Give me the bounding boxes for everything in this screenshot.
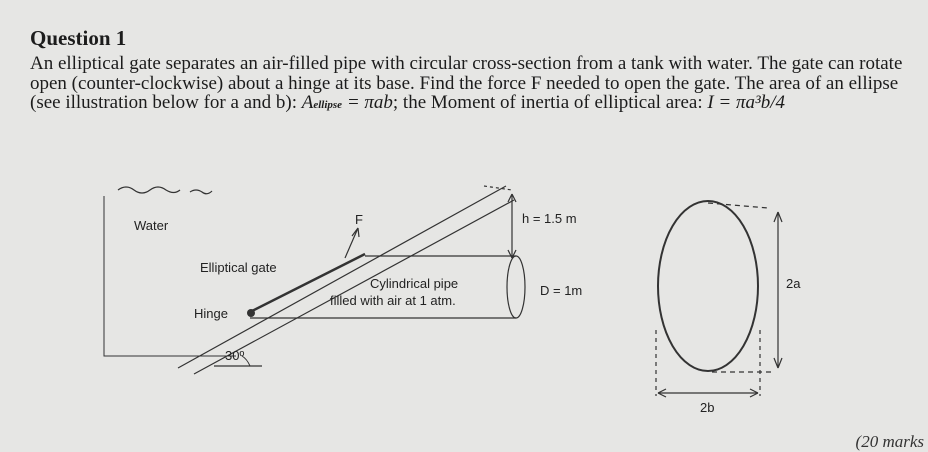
force-arrow xyxy=(345,228,358,258)
pipe-top-dashed xyxy=(484,186,512,190)
angle-label: 30º xyxy=(225,348,245,363)
question-title: Question 1 xyxy=(30,26,127,50)
water-label: Water xyxy=(134,218,169,233)
tank-wall xyxy=(104,196,236,356)
area-symbol: A xyxy=(301,92,314,113)
minor-axis-label: 2b xyxy=(700,400,715,415)
minor-axis-guides xyxy=(656,330,760,396)
pipe-label-line2: filled with air at 1 atm. xyxy=(330,293,456,308)
force-label: F xyxy=(355,212,363,227)
pipe-tube xyxy=(178,186,514,374)
hinge-dot xyxy=(247,309,255,317)
marks-label: (20 marks xyxy=(855,432,924,451)
ellipse-shape xyxy=(658,201,758,371)
height-label: h = 1.5 m xyxy=(522,211,577,226)
inertia-formula: I = πa³b/4 xyxy=(707,92,785,113)
pipe-label-line1: Cylindrical pipe xyxy=(370,276,459,291)
gate-label: Elliptical gate xyxy=(200,260,277,275)
ellipse-top-dashed xyxy=(708,203,768,208)
major-axis-label: 2a xyxy=(786,276,801,291)
question-text-part2: ; the Moment of inertia of elliptical area: xyxy=(392,92,708,113)
question-text-part1: An elliptical gate separates an air-filled pipe with circular cross-section from a tank with water. The gate can rotate open (counter-clockwise) about a hinge at its base. Find the force F needed to open the gate. The area of an ellipse (see illustration below for a and b): xyxy=(30,53,903,113)
pipe-end xyxy=(507,256,525,318)
water-surface xyxy=(118,187,212,194)
area-formula: = πab xyxy=(342,92,393,113)
diameter-label: D = 1m xyxy=(540,283,583,298)
area-subscript: ellipse xyxy=(313,99,343,111)
hinge-label: Hinge xyxy=(194,306,228,321)
